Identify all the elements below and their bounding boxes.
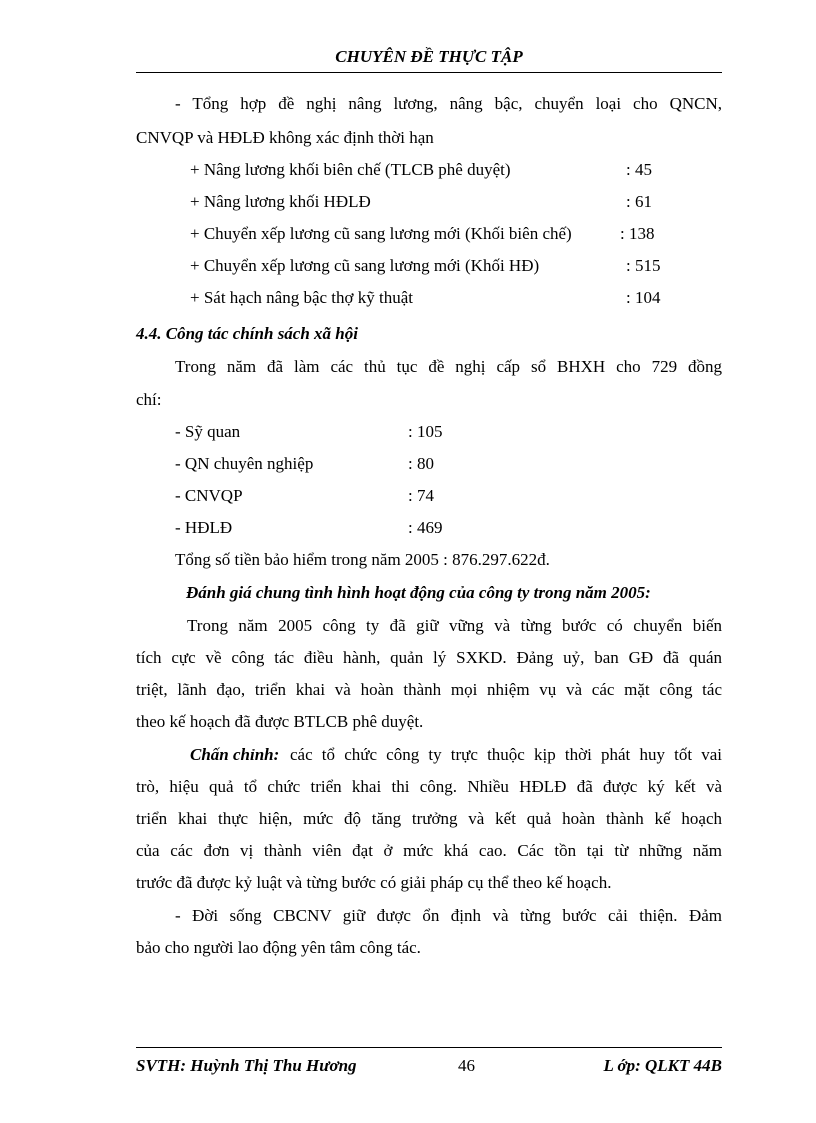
- page-header-title: CHUYÊN ĐỀ THỰC TẬP: [335, 47, 523, 66]
- social-item-value: : 469: [408, 518, 443, 537]
- paragraph-2-line: triển khai thực hiện, mức độ tăng trưởng và kết quả hoàn thành kế hoạch: [136, 809, 722, 828]
- paragraph-2-lead: Chấn chỉnh:: [190, 745, 280, 764]
- salary-item-value: : 104: [626, 288, 661, 307]
- salary-item-value: : 45: [626, 160, 652, 179]
- social-item-label: - HĐLĐ: [175, 518, 233, 537]
- social-item-label: - Sỹ quan: [175, 422, 241, 441]
- paragraph-1-line: tích cực về công tác điều hành, quản lý SXKD. Đảng uỷ, ban GĐ đã quán: [136, 648, 722, 667]
- salary-item-label: + Nâng lương khối biên chế (TLCB phê duyệt): [190, 160, 511, 179]
- salary-item-label: + Chuyển xếp lương cũ sang lương mới (Khối HĐ): [190, 256, 540, 275]
- section-heading: 4.4. Công tác chính sách xã hội: [136, 324, 358, 343]
- social-line-1: Trong năm đã làm các thủ tục đề nghị cấp sổ BHXH cho 729 đồng: [175, 357, 722, 376]
- salary-item-label: + Sát hạch nâng bậc thợ kỹ thuật: [190, 288, 413, 307]
- paragraph-2-line: các tổ chức công ty trực thuộc kịp thời phát huy tốt vai: [290, 745, 722, 764]
- intro-line-2: CNVQP và HĐLĐ không xác định thời hạn: [136, 128, 434, 147]
- salary-item-value: : 61: [626, 192, 652, 211]
- footer-divider: [136, 1047, 722, 1048]
- header-divider: [136, 72, 722, 73]
- social-item-label: - QN chuyên nghiệp: [175, 454, 314, 473]
- social-item-value: : 74: [408, 486, 434, 505]
- salary-item-label: + Nâng lương khối HĐLĐ: [190, 192, 371, 211]
- insurance-total: Tổng số tiền bảo hiểm trong năm 2005 : 876.297.622đ.: [175, 550, 550, 569]
- paragraph-3-line: - Đời sống CBCNV giữ được ổn định và từng bước cải thiện. Đảm: [175, 906, 722, 925]
- paragraph-3-line: bảo cho người lao động yên tâm công tác.: [136, 938, 421, 957]
- paragraph-1-line: theo kế hoạch đã được BTLCB phê duyệt.: [136, 712, 424, 731]
- footer-page-number: 46: [458, 1056, 475, 1075]
- social-item-value: : 80: [408, 454, 434, 473]
- salary-item-value: : 515: [626, 256, 661, 275]
- footer-student-name: SVTH: Huỳnh Thị Thu Hương: [136, 1056, 357, 1075]
- social-item-value: : 105: [408, 422, 443, 441]
- social-item-label: - CNVQP: [175, 486, 243, 505]
- footer-class: L ớp: QLKT 44B: [603, 1056, 722, 1075]
- salary-item-label: + Chuyển xếp lương cũ sang lương mới (Khối biên chế): [190, 224, 572, 243]
- paragraph-2-line: trò, hiệu quả tổ chức triển khai thi công. Nhiều HĐLĐ đã được ký kết và: [136, 777, 722, 796]
- salary-item-value: : 138: [620, 224, 655, 243]
- paragraph-2-line: của các đơn vị thành viên đạt ở mức khá cao. Các tồn tại từ những năm: [136, 841, 722, 860]
- social-line-2: chí:: [136, 390, 162, 409]
- paragraph-1-line: triệt, lãnh đạo, triển khai và hoàn thành mọi nhiệm vụ và các mặt công tác: [136, 680, 722, 699]
- paragraph-1-line: Trong năm 2005 công ty đã giữ vững và từng bước có chuyển biến: [187, 616, 722, 635]
- intro-line-1: - Tổng hợp đề nghị nâng lương, nâng bậc, chuyển loại cho QNCN,: [175, 94, 722, 113]
- assessment-heading: Đánh giá chung tình hình hoạt động của công ty trong năm 2005:: [186, 583, 651, 602]
- paragraph-2-line: trước đã được kỷ luật và từng bước có giải pháp cụ thể theo kế hoạch.: [136, 873, 612, 892]
